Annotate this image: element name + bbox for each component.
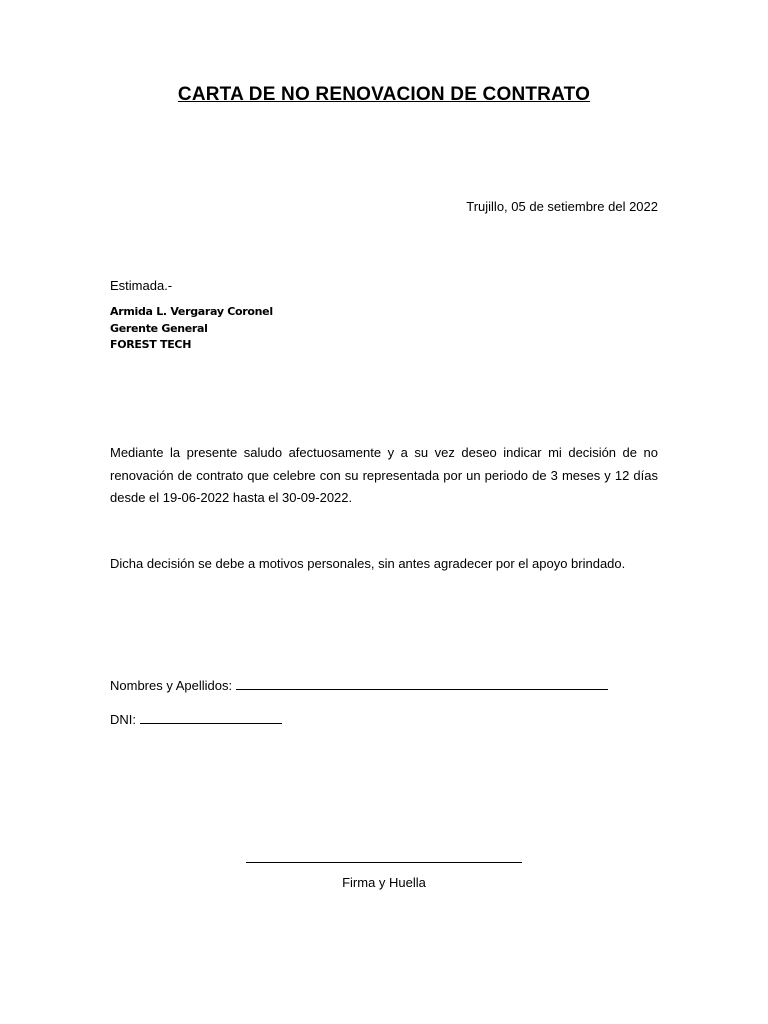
names-label: Nombres y Apellidos: [110, 678, 233, 693]
date-line: Trujillo, 05 de setiembre del 2022 [466, 199, 658, 214]
dni-label: DNI: [110, 712, 136, 727]
signature-line [246, 862, 522, 863]
dni-field [110, 711, 282, 727]
body-paragraph-decision: Mediante la presente saludo afectuosamente y a su vez deseo indicar mi decisión de no renovación de contrato que celebre con su representada por un periodo de 3 meses y 12 días desde el 19-06-2022 hasta el 30-09-2022. [110, 445, 658, 505]
names-field [110, 677, 608, 693]
recipient-name: Armida L. Vergaray Coronel [110, 305, 273, 318]
signature-label: Firma y Huella [342, 875, 426, 890]
recipient-company: FOREST TECH [110, 338, 192, 351]
greeting: Estimada.- [110, 278, 173, 293]
document-title: CARTA DE NO RENOVACION DE CONTRATO [177, 84, 591, 105]
recipient-position: Gerente General [110, 321, 208, 335]
names-blank-line [236, 677, 608, 690]
recipient-block [110, 304, 273, 354]
dni-blank-line [140, 711, 282, 724]
body-paragraph-reason: Dicha decisión se debe a motivos personales, sin antes agradecer por el apoyo brindado. [110, 556, 626, 571]
